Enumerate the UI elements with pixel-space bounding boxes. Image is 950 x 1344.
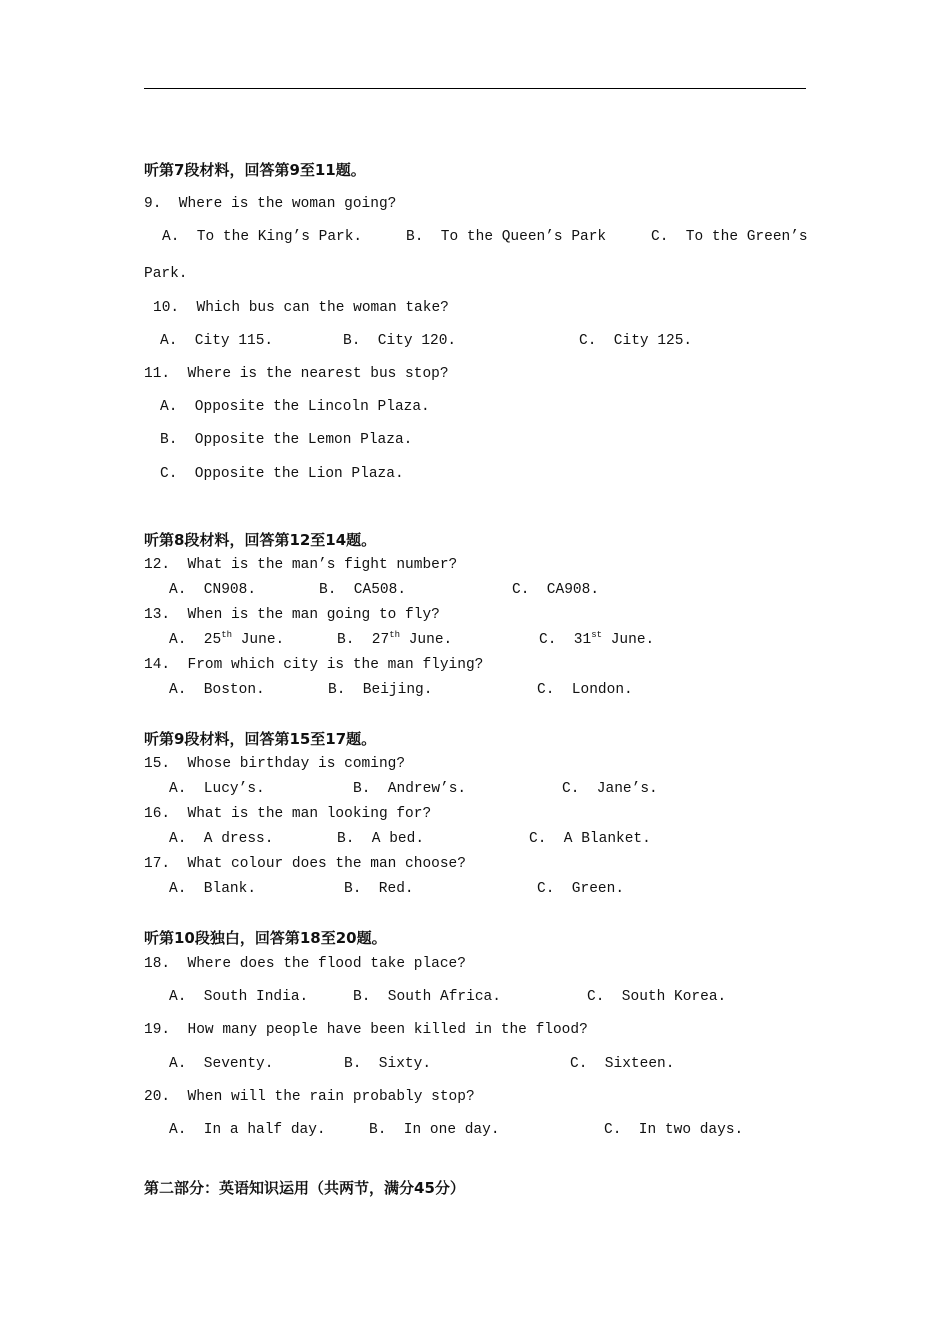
option-c: C. In two days. — [604, 1122, 744, 1138]
option-a: A. To the King’s Park. — [162, 229, 363, 245]
option-b: B. City 120. — [343, 333, 457, 349]
option-c: C. Sixteen. — [570, 1056, 675, 1072]
option-c: C. To the Green’s — [651, 229, 808, 245]
option-c: C. 31st June. — [539, 630, 655, 648]
section-heading: 听第8段材料，回答第12至14题。 — [144, 531, 377, 549]
option-a: A. City 115. — [160, 333, 274, 349]
option-b: B. Red. — [344, 881, 414, 897]
question-stem: 15. Whose birthday is coming? — [144, 756, 406, 772]
option-a: A. Lucy’s. — [169, 781, 265, 797]
option-b: B. CA508. — [319, 582, 407, 598]
option-c: C. Green. — [537, 881, 625, 897]
option-a: A. Boston. — [169, 682, 265, 698]
question-stem: 13. When is the man going to fly? — [144, 607, 440, 623]
option-c: C. A Blanket. — [529, 831, 651, 847]
question-stem: 20. When will the rain probably stop? — [144, 1089, 475, 1105]
option-c: C. London. — [537, 682, 633, 698]
question-stem: 9. Where is the woman going? — [144, 196, 397, 212]
option-c-continuation: Park. — [144, 266, 188, 282]
question-stem: 12. What is the man’s fight number? — [144, 557, 458, 573]
header-rule — [144, 88, 806, 89]
option-b: B. Beijing. — [328, 682, 433, 698]
option-b: B. A bed. — [337, 831, 425, 847]
option-c: C. CA908. — [512, 582, 600, 598]
option-a: A. Blank. — [169, 881, 257, 897]
question-stem: 14. From which city is the man flying? — [144, 657, 484, 673]
question-stem: 11. Where is the nearest bus stop? — [144, 366, 449, 382]
section-heading: 听第7段材料，回答第9至11题。 — [144, 161, 366, 179]
option-a: A. South India. — [169, 989, 309, 1005]
option-a: A. CN908. — [169, 582, 257, 598]
option-a: A. A dress. — [169, 831, 274, 847]
option-a: A. Seventy. — [169, 1056, 274, 1072]
option-c: C. City 125. — [579, 333, 693, 349]
option-b: B. Andrew’s. — [353, 781, 467, 797]
option-b: B. Sixty. — [344, 1056, 432, 1072]
question-stem: 18. Where does the flood take place? — [144, 956, 466, 972]
option-c: C. Opposite the Lion Plaza. — [160, 466, 404, 482]
option-b: B. Opposite the Lemon Plaza. — [160, 432, 413, 448]
section-heading: 听第10段独白，回答第18至20题。 — [144, 929, 387, 947]
option-a: A. In a half day. — [169, 1122, 326, 1138]
question-stem: 10. Which bus can the woman take? — [153, 300, 449, 316]
option-a: A. Opposite the Lincoln Plaza. — [160, 399, 430, 415]
question-stem: 17. What colour does the man choose? — [144, 856, 466, 872]
option-a: A. 25th June. — [169, 630, 285, 648]
option-b: B. 27th June. — [337, 630, 453, 648]
option-c: C. Jane’s. — [562, 781, 658, 797]
option-b: B. South Africa. — [353, 989, 501, 1005]
option-b: B. To the Queen’s Park — [406, 229, 607, 245]
question-stem: 19. How many people have been killed in the flood? — [144, 1022, 588, 1038]
section-heading: 听第9段材料，回答第15至17题。 — [144, 730, 377, 748]
option-b: B. In one day. — [369, 1122, 500, 1138]
question-stem: 16. What is the man looking for? — [144, 806, 432, 822]
part-two-heading: 第二部分：英语知识运用（共两节，满分45分） — [144, 1179, 465, 1197]
option-c: C. South Korea. — [587, 989, 727, 1005]
